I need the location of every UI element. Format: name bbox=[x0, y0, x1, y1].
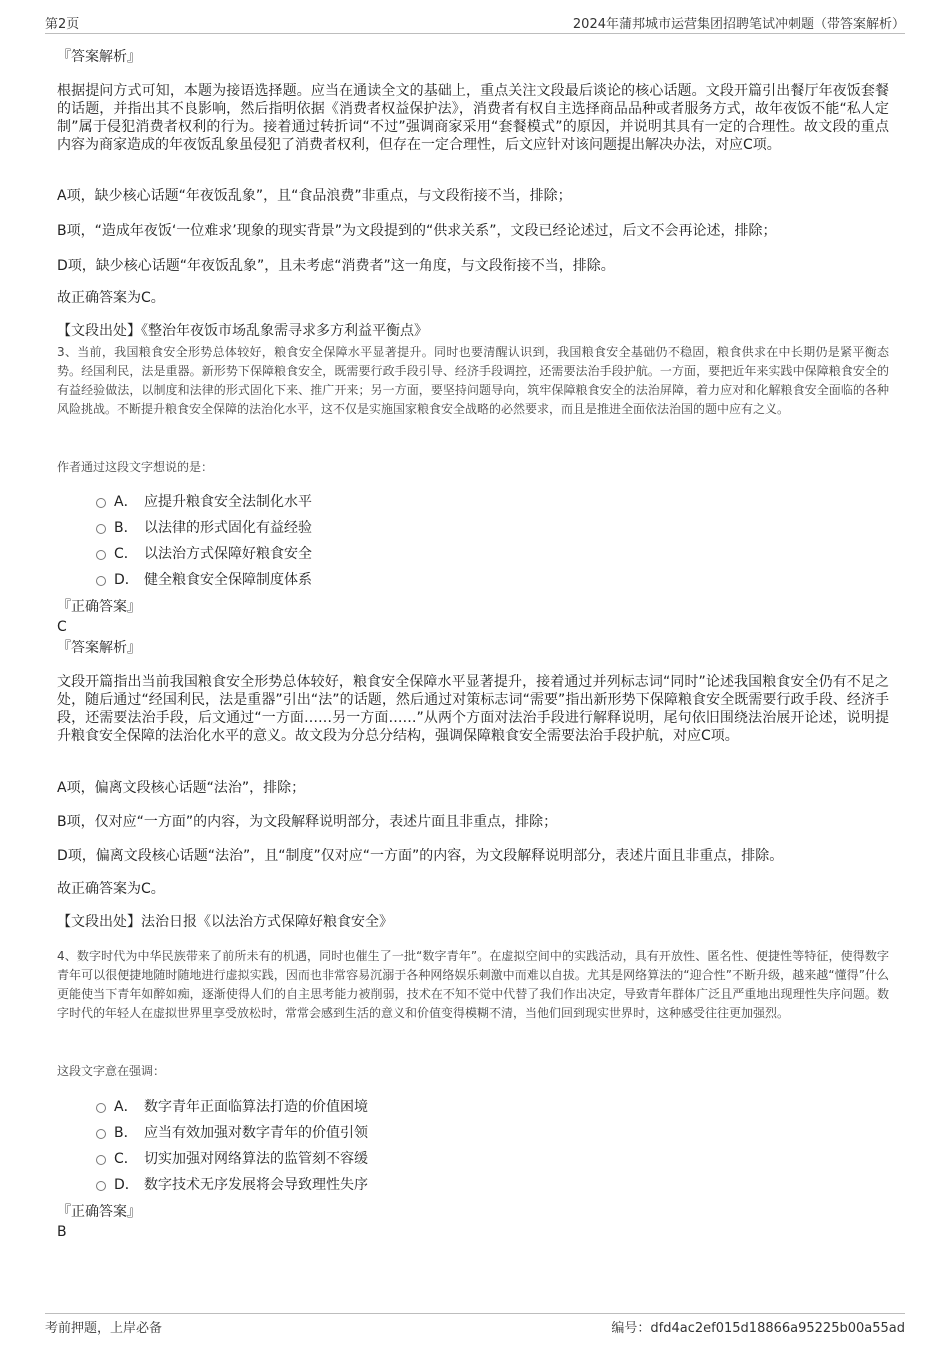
option-letter: D． bbox=[114, 1177, 139, 1193]
q3-question: 作者通过这段文字想说的是： bbox=[57, 460, 214, 474]
q3-answer-heading: 『正确答案』 bbox=[57, 599, 141, 615]
option-text: 数字青年正面临算法打造的价值困境 bbox=[144, 1099, 368, 1115]
q3-option-d-analysis: D项，偏离文段核心话题“法治”，且“制度”仅对应“一方面”的内容，为文段解释说明部分，表述片面且非重点，排除。 bbox=[57, 848, 784, 864]
radio-icon[interactable] bbox=[96, 1181, 106, 1191]
q3-option-b[interactable] bbox=[96, 518, 496, 544]
option-letter: B． bbox=[114, 1125, 138, 1141]
q4-option-b[interactable] bbox=[96, 1123, 496, 1149]
q3-option-a[interactable] bbox=[96, 492, 496, 518]
option-text: 切实加强对网络算法的监管刻不容缓 bbox=[144, 1151, 368, 1167]
q4-answer: B bbox=[57, 1224, 67, 1240]
q3-answer: C bbox=[57, 619, 67, 635]
q3-options bbox=[96, 492, 496, 596]
q3-option-a-analysis: A项，偏离文段核心话题“法治”，排除； bbox=[57, 780, 306, 796]
option-text: 应当有效加强对数字青年的价值引领 bbox=[144, 1125, 368, 1141]
q3-option-b-analysis: B项，仅对应“一方面”的内容，为文段解释说明部分，表述片面且非重点，排除； bbox=[57, 814, 558, 830]
q3-conclusion: 故正确答案为C。 bbox=[57, 881, 165, 897]
document-title: 2024年蒲邦城市运营集团招聘笔试冲刺题（带答案解析） bbox=[572, 17, 905, 32]
option-text: 健全粮食安全保障制度体系 bbox=[144, 572, 312, 588]
option-letter: D． bbox=[114, 572, 139, 588]
q4-answer-heading: 『正确答案』 bbox=[57, 1204, 141, 1220]
q4-option-d[interactable] bbox=[96, 1175, 496, 1201]
q3-option-c[interactable] bbox=[96, 544, 496, 570]
option-text: 以法治方式保障好粮食安全 bbox=[144, 546, 312, 562]
option-text: 应提升粮食安全法制化水平 bbox=[144, 494, 312, 510]
radio-icon[interactable] bbox=[96, 1155, 106, 1165]
q3-analysis-heading: 『答案解析』 bbox=[57, 640, 141, 656]
radio-icon[interactable] bbox=[96, 550, 106, 560]
q3-passage: 3、当前，我国粮食安全形势总体较好，粮食安全保障水平显著提升。同时也要清醒认识到，我国粮食安全基础仍不稳固，粮食供求在中长期仍是紧平衡态势。经国利民，法是重器。新形势下保障粮食安全，既需要行政手段引导、经济手段调控，还需要法治手段护航。一方面，要把近年来实践中保障粮食安全的有益经验做法，以制度和法律的形式固化下来、推广开来；另一方面，要坚持问题导向，筑牢保障粮食安全的法治屏障，着力应对和化解粮食安全面临的各种风险挑战。不断提升粮食安全保障的法治化水平，这不仅是实施国家粮食安全战略的必然要求，而且是推进全面依法治国的题中应有之义。 bbox=[57, 345, 889, 416]
option-text: 数字技术无序发展将会导致理性失序 bbox=[144, 1177, 368, 1193]
document-code bbox=[611, 1317, 905, 1336]
code-label: 编号： bbox=[611, 1321, 651, 1336]
page-header bbox=[45, 13, 905, 34]
q4-passage: 4、数字时代为中华民族带来了前所未有的机遇，同时也催生了一批“数字青年”。在虚拟空间中的实践活动，具有开放性、匿名性、便捷性等特征，使得数字青年可以很便捷地随时随地进行虚拟实践，因而也非常容易沉溺于各种网络娱乐刺激中而难以自拔。尤其是网络算法的“迎合性”不断升级，越来越“懂得”什么更能使当下青年如醉如痴，逐渐使得人们的自主思考能力被削弱，技术在不知不觉中代替了我们作出决定，导致青年群体广泛且严重地出现理性失序问题。数字时代的年轻人在虚拟世界里享受放松时，常常会感到生活的意义和价值变得模糊不清，当他们回到现实世界时，这种感受往往更加强烈。 bbox=[57, 949, 889, 1020]
radio-icon[interactable] bbox=[96, 576, 106, 586]
q2-conclusion: 故正确答案为C。 bbox=[57, 290, 165, 306]
code-value: dfd4ac2ef015d18866a95225b00a55ad bbox=[650, 1321, 905, 1336]
option-letter: A． bbox=[114, 494, 138, 510]
q3-analysis-paragraph: 文段开篇指出当前我国粮食安全形势总体较好，粮食安全保障水平显著提升，接着通过并列标志词“同时”论述我国粮食安全仍有不足之处，随后通过“经国利民，法是重器”引出“法”的话题，然后通过对策标志词“需要”指出新形势下保障粮食安全既需要行政手段、经济手段，还需要法治手段，后文通过“一方面……另一方面……”从两个方面对法治手段进行解释说明，尾句依旧围绕法治展开论述，说明提升粮食安全保障的法治化水平的意义。故文段为分总分结构，强调保障粮食安全需要法治手段护航，对应C项。 bbox=[57, 674, 889, 744]
option-text: 以法律的形式固化有益经验 bbox=[144, 520, 312, 536]
q4-option-c[interactable] bbox=[96, 1149, 496, 1175]
radio-icon[interactable] bbox=[96, 524, 106, 534]
q2-source: 【文段出处】《整治年夜饭市场乱象需寻求多方利益平衡点》 bbox=[57, 323, 428, 339]
q2-analysis-heading: 『答案解析』 bbox=[57, 49, 141, 65]
q4-options bbox=[96, 1097, 496, 1201]
q3-source: 【文段出处】法治日报《以法治方式保障好粮食安全》 bbox=[57, 914, 393, 930]
q4-option-a[interactable] bbox=[96, 1097, 496, 1123]
option-letter: B． bbox=[114, 520, 138, 536]
q3-option-d[interactable] bbox=[96, 570, 496, 596]
footer-slogan: 考前押题，上岸必备 bbox=[45, 1321, 163, 1336]
q2-analysis-paragraph: 根据提问方式可知，本题为接语选择题。应当在通读全文的基础上，重点关注文段最后谈论的核心话题。文段开篇引出餐厅年夜饭套餐的话题，并指出其不良影响，然后指明依据《消费者权益保护法》，消费者有权自主选择商品品种或者服务方式，故年夜饭不能“私人定制”属于侵犯消费者权利的行为。接着通过转折词“不过”强调商家采用“套餐模式”的原因，并说明其具有一定的合理性。故文段的重点内容为商家造成的年夜饭乱象虽侵犯了消费者权利，但存在一定合理性，后文应针对该问题提出解决办法，对应C项。 bbox=[57, 83, 889, 153]
radio-icon[interactable] bbox=[96, 498, 106, 508]
radio-icon[interactable] bbox=[96, 1103, 106, 1113]
option-letter: A． bbox=[114, 1099, 138, 1115]
q2-option-d-analysis: D项，缺少核心话题“年夜饭乱象”，且未考虑“消费者”这一角度，与文段衔接不当，排除。 bbox=[57, 258, 615, 274]
option-letter: C． bbox=[114, 1151, 138, 1167]
q2-option-a-analysis: A项，缺少核心话题“年夜饭乱象”，且“食品浪费”非重点，与文段衔接不当，排除； bbox=[57, 188, 572, 204]
q2-option-b-analysis: B项，“造成年夜饭‘一位难求’现象的现实背景”为文段提到的“供求关系”，文段已经论述过，后文不会再论述，排除； bbox=[57, 223, 777, 239]
q4-question: 这段文字意在强调： bbox=[57, 1064, 166, 1078]
radio-icon[interactable] bbox=[96, 1129, 106, 1139]
page-footer bbox=[45, 1313, 905, 1336]
option-letter: C． bbox=[114, 546, 138, 562]
page-number: 第2页 bbox=[45, 17, 80, 32]
